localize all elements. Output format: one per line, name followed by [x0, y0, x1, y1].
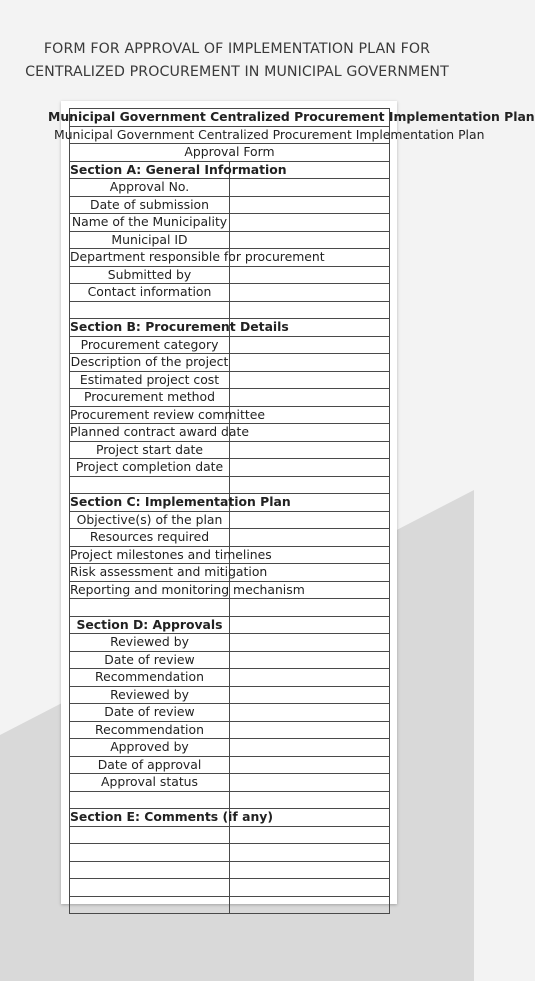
- field-value-cell[interactable]: [230, 424, 390, 442]
- approval-form-table: [48, 108, 535, 914]
- field-label: Approved by: [70, 739, 230, 757]
- field-label: Reviewed by: [70, 686, 230, 704]
- field-value-cell[interactable]: [230, 844, 390, 862]
- form-header-title-cell: [48, 109, 535, 127]
- blank-row: [70, 879, 390, 897]
- page-title-line-1: FORM FOR APPROVAL OF IMPLEMENTATION PLAN FOR: [43, 41, 431, 57]
- field-value-cell[interactable]: [230, 721, 390, 739]
- field-value-cell[interactable]: [230, 826, 390, 844]
- field-value-cell[interactable]: [230, 651, 390, 669]
- form-field-row: [70, 249, 390, 267]
- form-field-row: [70, 371, 390, 389]
- blank-row: [70, 599, 390, 617]
- field-label: Approval No.: [70, 179, 230, 197]
- field-value-cell[interactable]: [230, 459, 390, 477]
- field-label: [70, 476, 230, 494]
- section-title: Section E: Comments (if any): [70, 809, 274, 825]
- field-value-cell[interactable]: [230, 791, 390, 809]
- field-value-cell[interactable]: [230, 371, 390, 389]
- field-label: [70, 301, 230, 319]
- field-value-cell[interactable]: [230, 896, 390, 914]
- page-title-line-2: CENTRALIZED PROCUREMENT IN MUNICIPAL GOVERNMENT: [25, 64, 449, 80]
- field-label: Estimated project cost: [70, 371, 230, 389]
- field-value-cell[interactable]: [230, 196, 390, 214]
- field-value-cell[interactable]: [230, 686, 390, 704]
- field-label: [70, 599, 230, 617]
- field-value-cell[interactable]: [230, 704, 390, 722]
- field-label: Date of submission: [70, 196, 230, 214]
- field-label: Risk assessment and mitigation: [70, 564, 268, 580]
- field-label: Project start date: [70, 441, 230, 459]
- field-label: Date of review: [70, 704, 230, 722]
- section-title: Section B: Procurement Details: [70, 319, 289, 335]
- field-label: [70, 826, 230, 844]
- form-field-row: [70, 459, 390, 477]
- field-label: Objective(s) of the plan: [70, 511, 230, 529]
- field-label: [70, 879, 230, 897]
- form-field-row: [70, 774, 390, 792]
- form-header-subtitle: Municipal Government Centralized Procurement Implementation Plan: [54, 126, 485, 142]
- field-value-cell[interactable]: [230, 389, 390, 407]
- field-value-cell[interactable]: [230, 476, 390, 494]
- section-header-row: [70, 161, 390, 179]
- field-label: [70, 861, 230, 879]
- field-value-cell[interactable]: [230, 774, 390, 792]
- field-value-cell[interactable]: [230, 336, 390, 354]
- blank-row: [70, 826, 390, 844]
- field-label: Recommendation: [70, 721, 230, 739]
- field-value-cell[interactable]: [230, 756, 390, 774]
- field-value-cell[interactable]: [230, 861, 390, 879]
- form-header-title: Municipal Government Centralized Procurement Implementation Plan: [48, 109, 535, 125]
- page-title: [0, 38, 474, 84]
- form-header-subtitle-cell: [54, 126, 485, 144]
- form-field-row: [70, 651, 390, 669]
- blank-row: [70, 844, 390, 862]
- blank-row: [70, 791, 390, 809]
- form-field-row: [70, 214, 390, 232]
- field-value-cell[interactable]: [230, 441, 390, 459]
- field-value-cell[interactable]: [230, 529, 390, 547]
- form-field-row: [70, 389, 390, 407]
- form-field-row: [70, 721, 390, 739]
- blank-row: [70, 301, 390, 319]
- form-field-row: [70, 441, 390, 459]
- form-field-row: [70, 196, 390, 214]
- field-value-cell[interactable]: [230, 511, 390, 529]
- field-label: Resources required: [70, 529, 230, 547]
- blank-row: [70, 861, 390, 879]
- field-label: [70, 844, 230, 862]
- form-field-row: [70, 704, 390, 722]
- form-field-row: [70, 546, 390, 564]
- form-field-row: [70, 231, 390, 249]
- form-header-row-2: [70, 126, 390, 144]
- form-field-row: [70, 581, 390, 599]
- field-label: [70, 791, 230, 809]
- form-header-row-1: [70, 109, 390, 127]
- form-field-row: [70, 406, 390, 424]
- section-title: Section C: Implementation Plan: [70, 494, 291, 510]
- form-sheet: [48, 101, 535, 904]
- field-label: Reporting and monitoring mechanism: [70, 581, 305, 597]
- field-label: Approval status: [70, 774, 230, 792]
- form-field-row: [70, 564, 390, 582]
- field-label: Procurement category: [70, 336, 230, 354]
- section-title: Section A: General Information: [70, 161, 287, 177]
- field-label: Name of the Municipality: [70, 214, 230, 232]
- form-field-row: [70, 354, 390, 372]
- field-label: Date of approval: [70, 756, 230, 774]
- section-header-row: [70, 616, 390, 634]
- form-field-row: [70, 686, 390, 704]
- form-field-row: [70, 669, 390, 687]
- field-label: [70, 896, 230, 914]
- field-label: Recommendation: [70, 669, 230, 687]
- field-value-cell[interactable]: [230, 301, 390, 319]
- field-label: Planned contract award date: [70, 424, 249, 440]
- field-value-cell[interactable]: [230, 284, 390, 302]
- form-header-row-3: [70, 144, 390, 162]
- field-label: Reviewed by: [70, 634, 230, 652]
- field-value-cell[interactable]: [230, 879, 390, 897]
- section-header-row: [70, 809, 390, 827]
- form-field-row: [70, 284, 390, 302]
- blank-row: [70, 896, 390, 914]
- field-label: Submitted by: [70, 266, 230, 284]
- field-label: Contact information: [70, 284, 230, 302]
- form-field-row: [70, 511, 390, 529]
- field-value-cell[interactable]: [230, 214, 390, 232]
- form-field-row: [70, 266, 390, 284]
- form-field-row: [70, 336, 390, 354]
- section-header-row: [70, 494, 390, 512]
- form-field-row: [70, 179, 390, 197]
- field-label: Date of review: [70, 651, 230, 669]
- field-value-cell[interactable]: [230, 231, 390, 249]
- field-label: Procurement method: [70, 389, 230, 407]
- field-value-cell[interactable]: [230, 266, 390, 284]
- field-label: Project milestones and timelines: [70, 546, 272, 562]
- form-field-row: [70, 424, 390, 442]
- field-value-cell[interactable]: [230, 634, 390, 652]
- section-title: Section D: Approvals: [70, 616, 230, 634]
- blank-row: [70, 476, 390, 494]
- field-label: Description of the project: [70, 354, 229, 370]
- field-value-cell[interactable]: [230, 599, 390, 617]
- field-label: Procurement review committee: [70, 406, 265, 422]
- section-header-row: [70, 319, 390, 337]
- field-label: Municipal ID: [70, 231, 230, 249]
- field-value-cell[interactable]: [230, 179, 390, 197]
- field-value-cell[interactable]: [230, 669, 390, 687]
- form-field-row: [70, 739, 390, 757]
- field-label: Project completion date: [70, 459, 230, 477]
- field-label: Department responsible for procurement: [70, 249, 325, 265]
- form-name-cell: Approval Form: [70, 144, 390, 162]
- field-value-cell: [230, 616, 390, 634]
- form-field-row: [70, 529, 390, 547]
- field-value-cell[interactable]: [230, 354, 390, 372]
- form-field-row: [70, 634, 390, 652]
- field-value-cell[interactable]: [230, 739, 390, 757]
- form-field-row: [70, 756, 390, 774]
